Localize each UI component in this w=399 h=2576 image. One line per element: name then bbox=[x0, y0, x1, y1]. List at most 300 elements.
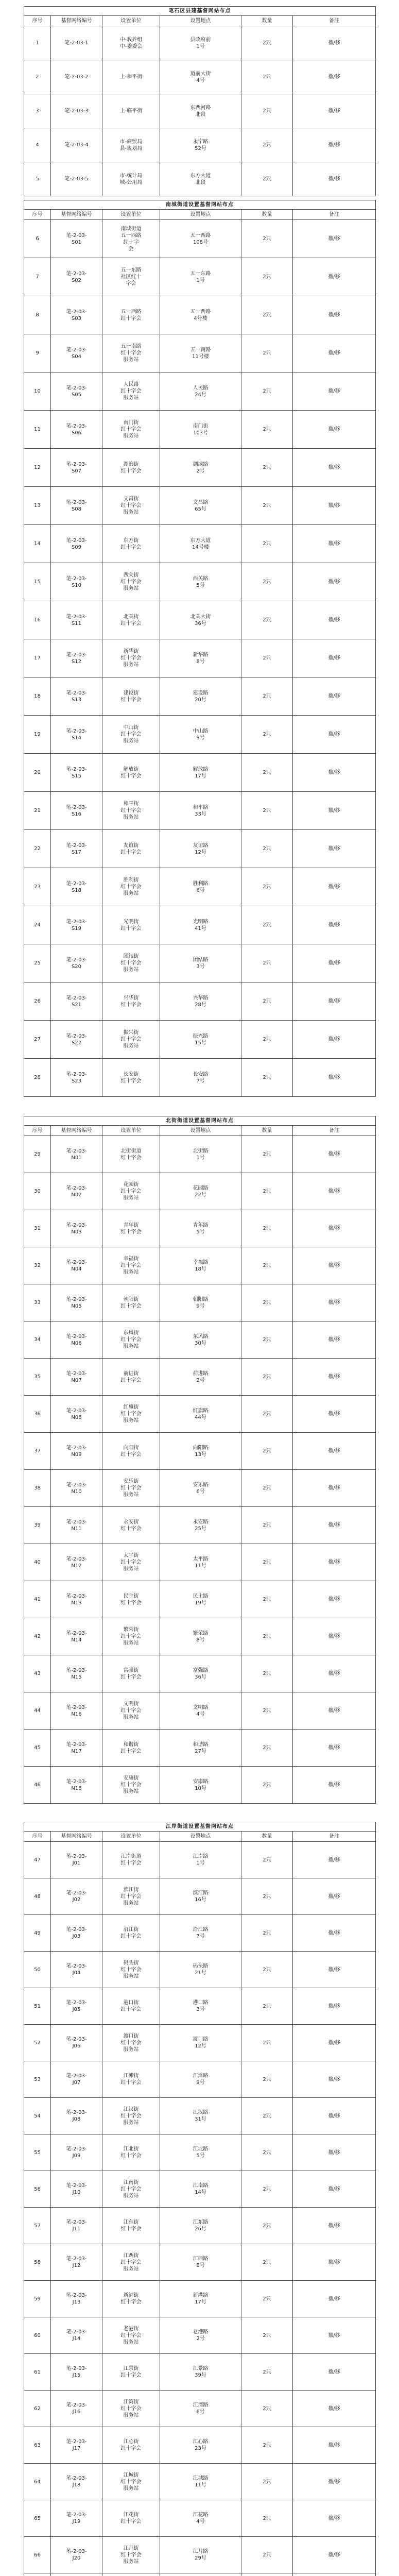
table-row bbox=[24, 1247, 376, 1284]
cell-remark: 撤/移 bbox=[293, 2317, 376, 2354]
cell-qty: 2只 bbox=[241, 411, 293, 449]
cell-location: 道前大街 4号 bbox=[160, 60, 241, 94]
cell-location: 五一东路 1号 bbox=[160, 258, 241, 296]
cell-unit: 北关街 红十字会 bbox=[102, 601, 160, 639]
cell-remark: 撤/移 bbox=[293, 487, 376, 525]
cell-location: 港口路 3号 bbox=[160, 1988, 241, 2025]
cell-qty: 2只 bbox=[241, 2354, 293, 2391]
cell-location: 中山路 9号 bbox=[160, 716, 241, 754]
cell-code: 笔-2-03- J20 bbox=[51, 2537, 102, 2573]
cell-remark: 撤/移 bbox=[293, 1284, 376, 1321]
cell-remark: 撤/移 bbox=[293, 677, 376, 716]
cell-unit: 五一西路 红十字会 bbox=[102, 296, 160, 334]
table-row bbox=[24, 162, 376, 196]
cell-num: 58 bbox=[24, 2244, 51, 2281]
column-header-num: 序号 bbox=[24, 16, 51, 26]
cell-remark: 撤/移 bbox=[293, 2537, 376, 2573]
cell-qty: 2只 bbox=[241, 2134, 293, 2171]
cell-num: 43 bbox=[24, 1655, 51, 1692]
cell-location: 江月路 29号 bbox=[160, 2537, 241, 2573]
cell-qty: 2只 bbox=[241, 334, 293, 372]
cell-location: 江湾路 6号 bbox=[160, 2391, 241, 2427]
cell-remark: 撤/移 bbox=[293, 1396, 376, 1433]
cell-remark: 撤/移 bbox=[293, 982, 376, 1021]
cell-code: 笔-2-03- N01 bbox=[51, 1136, 102, 1173]
cell-num: 20 bbox=[24, 754, 51, 792]
cell-qty: 2只 bbox=[241, 1359, 293, 1396]
table-row bbox=[24, 2171, 376, 2208]
cell-location: 江景路 39号 bbox=[160, 2354, 241, 2391]
cell-num: 44 bbox=[24, 1692, 51, 1730]
table-row bbox=[24, 411, 376, 449]
cell-code: 笔-2-03- N17 bbox=[51, 1730, 102, 1767]
cell-location: 江花路 4号 bbox=[160, 2500, 241, 2537]
cell-unit: 五一南路 红十字会 服务站 bbox=[102, 334, 160, 372]
cell-remark: 撤/移 bbox=[293, 944, 376, 982]
cell-qty: 2只 bbox=[241, 2427, 293, 2464]
cell-unit: 上-临平街 bbox=[102, 94, 160, 128]
cell-qty: 2只 bbox=[241, 2391, 293, 2427]
cell-remark: 撤/移 bbox=[293, 1021, 376, 1059]
cell-location: 五一西路 108号 bbox=[160, 220, 241, 258]
cell-location: 文昌路 65号 bbox=[160, 487, 241, 525]
cell-num: 33 bbox=[24, 1284, 51, 1321]
cell-num: 62 bbox=[24, 2391, 51, 2427]
cell-remark: 撤/移 bbox=[293, 1507, 376, 1544]
cell-unit: 中山街 红十字会 服务站 bbox=[102, 716, 160, 754]
cell-location: 东风路 30号 bbox=[160, 1321, 241, 1359]
cell-unit: 港口街 红十字会 bbox=[102, 1988, 160, 2025]
table-row bbox=[24, 1952, 376, 1988]
column-header-location: 设置地点 bbox=[160, 1832, 241, 1842]
cell-location: 永安路 25号 bbox=[160, 1507, 241, 1544]
cell-code: 笔-2-03-1 bbox=[51, 26, 102, 60]
table-row bbox=[24, 2464, 376, 2500]
cell-code: 笔-2-03- N05 bbox=[51, 1284, 102, 1321]
cell-remark: 撤/移 bbox=[293, 1059, 376, 1097]
cell-code: 笔-2-03- J06 bbox=[51, 2025, 102, 2061]
cell-remark: 撤/移 bbox=[293, 1618, 376, 1655]
cell-code: 笔-2-03- J14 bbox=[51, 2317, 102, 2354]
column-header-unit: 设置单位 bbox=[102, 1832, 160, 1842]
cell-code: 笔-2-03- N18 bbox=[51, 1767, 102, 1804]
cell-qty: 2只 bbox=[241, 982, 293, 1021]
cell-code: 笔-2-03- N09 bbox=[51, 1433, 102, 1470]
cell-remark: 撤/移 bbox=[293, 1767, 376, 1804]
cell-code: 笔-2-03- S07 bbox=[51, 449, 102, 487]
cell-code: 笔-2-03-2 bbox=[51, 60, 102, 94]
cell-location: 朝阳路 9号 bbox=[160, 1284, 241, 1321]
table-row bbox=[24, 296, 376, 334]
cell-num: 24 bbox=[24, 906, 51, 944]
cell-remark: 撤/移 bbox=[293, 296, 376, 334]
cell-qty: 2只 bbox=[241, 1952, 293, 1988]
cell-location: 湖滨路 2号 bbox=[160, 449, 241, 487]
cell-unit: 江岸街道 红十字会 bbox=[102, 1842, 160, 1878]
table-row bbox=[24, 1470, 376, 1507]
column-header-unit: 设置单位 bbox=[102, 1126, 160, 1136]
cell-remark: 撤/移 bbox=[293, 1321, 376, 1359]
table-row bbox=[24, 1173, 376, 1210]
cell-qty bbox=[241, 2573, 293, 2576]
cell-remark: 撤/移 bbox=[293, 906, 376, 944]
table-row bbox=[24, 1692, 376, 1730]
cell-num: 56 bbox=[24, 2171, 51, 2208]
cell-location: 太平路 11号 bbox=[160, 1544, 241, 1581]
cell-num: 66 bbox=[24, 2537, 51, 2573]
cell-location: 友谊路 12号 bbox=[160, 830, 241, 868]
table-row bbox=[24, 449, 376, 487]
cell-remark bbox=[293, 2573, 376, 2576]
cell-unit: 新华街 红十字会 服务站 bbox=[102, 639, 160, 677]
cell-remark: 撤/移 bbox=[293, 525, 376, 563]
table-row bbox=[24, 1210, 376, 1247]
cell-location: 东方大道 14号楼 bbox=[160, 525, 241, 563]
cell-location: 前进路 2号 bbox=[160, 1359, 241, 1396]
cell-location: 安乐路 6号 bbox=[160, 1470, 241, 1507]
cell-unit: 北街街道 红十字会 bbox=[102, 1136, 160, 1173]
cell-unit: 长安街 红十字会 bbox=[102, 1059, 160, 1097]
cell-num: 14 bbox=[24, 525, 51, 563]
cell-num: 40 bbox=[24, 1544, 51, 1581]
cell-qty: 2只 bbox=[241, 1284, 293, 1321]
cell-num: 10 bbox=[24, 372, 51, 411]
cell-remark: 撤/移 bbox=[293, 2281, 376, 2317]
cell-unit: 安乐街 红十字会 服务站 bbox=[102, 1470, 160, 1507]
cell-qty: 2只 bbox=[241, 1396, 293, 1433]
cell-qty: 2只 bbox=[241, 2464, 293, 2500]
cell-qty: 2只 bbox=[241, 1842, 293, 1878]
cell-location: 新港路 17号 bbox=[160, 2281, 241, 2317]
cell-qty: 2只 bbox=[241, 162, 293, 196]
cell-unit: 南城街道 五一西路 红十字 会 bbox=[102, 220, 160, 258]
cell-num: 17 bbox=[24, 639, 51, 677]
cell-num: 11 bbox=[24, 411, 51, 449]
cell-num: 3 bbox=[24, 94, 51, 128]
table-row bbox=[24, 563, 376, 601]
cell-unit: 红旗街 红十字会 服务站 bbox=[102, 1396, 160, 1433]
table-row bbox=[24, 1507, 376, 1544]
cell-code: 笔-2-03-3 bbox=[51, 94, 102, 128]
cell-num: 31 bbox=[24, 1210, 51, 1247]
cell-code: 笔-2-03- S23 bbox=[51, 1059, 102, 1097]
cell-unit: 江滩街 红十字会 bbox=[102, 2061, 160, 2098]
cell-code: 笔-2-03- S04 bbox=[51, 334, 102, 372]
cell-qty: 2只 bbox=[241, 94, 293, 128]
cell-qty: 2只 bbox=[241, 258, 293, 296]
cell-qty: 2只 bbox=[241, 1247, 293, 1284]
cell-remark: 撤/移 bbox=[293, 2427, 376, 2464]
cell-unit: 渡口街 红十字会 服务站 bbox=[102, 2025, 160, 2061]
cell-unit: 建设街 红十字会 bbox=[102, 677, 160, 716]
cell-num: 46 bbox=[24, 1767, 51, 1804]
cell-qty: 2只 bbox=[241, 792, 293, 830]
cell-location: 兴华路 28号 bbox=[160, 982, 241, 1021]
table-row bbox=[24, 1321, 376, 1359]
table-row bbox=[24, 2061, 376, 2098]
cell-location: 江北路 5号 bbox=[160, 2134, 241, 2171]
cell-remark: 撤/移 bbox=[293, 792, 376, 830]
cell-location: 五一南路 11号楼 bbox=[160, 334, 241, 372]
cell-unit: 东方街 红十字会 bbox=[102, 525, 160, 563]
cell-unit: 友谊街 红十字会 bbox=[102, 830, 160, 868]
cell-location: 渡口路 12号 bbox=[160, 2025, 241, 2061]
cell-code: 笔-2-03- S19 bbox=[51, 906, 102, 944]
table-row bbox=[24, 128, 376, 162]
cell-num: 59 bbox=[24, 2281, 51, 2317]
cell-location: 江汉路 31号 bbox=[160, 2098, 241, 2134]
cell-num: 53 bbox=[24, 2061, 51, 2098]
cell-location: 北街路 1号 bbox=[160, 1136, 241, 1173]
section-title: 笔石区县建基督网站布点 bbox=[24, 7, 376, 16]
table-row bbox=[24, 906, 376, 944]
cell-code: 笔-2-03- S12 bbox=[51, 639, 102, 677]
cell-code: 笔-2-03- N10 bbox=[51, 1470, 102, 1507]
cell-location: 繁荣路 8号 bbox=[160, 1618, 241, 1655]
cell-remark: 撤/移 bbox=[293, 1470, 376, 1507]
table-row bbox=[24, 792, 376, 830]
cell-remark: 撤/移 bbox=[293, 2171, 376, 2208]
table-row bbox=[24, 94, 376, 128]
cell-code: 笔-2-03- J19 bbox=[51, 2500, 102, 2537]
cell-qty: 2只 bbox=[241, 677, 293, 716]
cell-qty: 2只 bbox=[241, 1655, 293, 1692]
cell-num: 32 bbox=[24, 1247, 51, 1284]
cell-code: 笔-2-03- J07 bbox=[51, 2061, 102, 2098]
table-row bbox=[24, 60, 376, 94]
cell-code: 笔-2-03- J13 bbox=[51, 2281, 102, 2317]
cell-unit: 幸福街 红十字会 服务站 bbox=[102, 1247, 160, 1284]
cell-unit: 新港街 红十字会 bbox=[102, 2281, 160, 2317]
cell-num: 50 bbox=[24, 1952, 51, 1988]
cell-remark: 撤/移 bbox=[293, 1433, 376, 1470]
cell-code: 笔-2-03- N08 bbox=[51, 1396, 102, 1433]
cell-num: 38 bbox=[24, 1470, 51, 1507]
cell-qty: 2只 bbox=[241, 372, 293, 411]
cell-num: 18 bbox=[24, 677, 51, 716]
cell-unit: 团结街 红十字会 服务站 bbox=[102, 944, 160, 982]
cell-code: 笔-2-03- J08 bbox=[51, 2098, 102, 2134]
cell-code: 笔-2-03- S09 bbox=[51, 525, 102, 563]
cell-code: 笔-2-03- S21 bbox=[51, 982, 102, 1021]
cell-location: 安康路 10号 bbox=[160, 1767, 241, 1804]
cell-unit: 朝阳街 红十字会 bbox=[102, 1284, 160, 1321]
table-row bbox=[24, 2354, 376, 2391]
cell-location: 解放路 17号 bbox=[160, 754, 241, 792]
table-row bbox=[24, 1359, 376, 1396]
cell-unit: 江东街 红十字会 bbox=[102, 2208, 160, 2244]
cell-remark: 撤/移 bbox=[293, 334, 376, 372]
cell-code: 笔-2-03- J05 bbox=[51, 1988, 102, 2025]
cell-remark: 撤/移 bbox=[293, 372, 376, 411]
column-header-location: 设置地点 bbox=[160, 210, 241, 220]
cell-remark: 撤/移 bbox=[293, 1544, 376, 1581]
cell-qty: 2只 bbox=[241, 1210, 293, 1247]
column-header-unit: 设置单位 bbox=[102, 16, 160, 26]
cell-location: 江心路 23号 bbox=[160, 2427, 241, 2464]
cell-remark: 撤/移 bbox=[293, 26, 376, 60]
cell-qty: 2只 bbox=[241, 220, 293, 258]
cell-location: 人民路 24号 bbox=[160, 372, 241, 411]
table-row bbox=[24, 1433, 376, 1470]
cell-remark: 撤/移 bbox=[293, 2500, 376, 2537]
table-row bbox=[24, 2244, 376, 2281]
cell-num: 37 bbox=[24, 1433, 51, 1470]
cell-code bbox=[51, 2573, 102, 2576]
column-header-num: 序号 bbox=[24, 1832, 51, 1842]
table-row bbox=[24, 1059, 376, 1097]
cell-location: 永宁路 52号 bbox=[160, 128, 241, 162]
cell-qty: 2只 bbox=[241, 449, 293, 487]
column-header-quantity: 数量 bbox=[241, 16, 293, 26]
cell-num: 51 bbox=[24, 1988, 51, 2025]
cell-unit: 江景街 红十字会 bbox=[102, 2354, 160, 2391]
cell-qty: 2只 bbox=[241, 906, 293, 944]
cell-location: 东方大道 北段 bbox=[160, 162, 241, 196]
cell-qty: 2只 bbox=[241, 2317, 293, 2354]
cell-qty: 2只 bbox=[241, 487, 293, 525]
column-header-remark: 备注 bbox=[293, 1832, 376, 1842]
cell-qty: 2只 bbox=[241, 639, 293, 677]
cell-unit: 民主街 红十字会 bbox=[102, 1581, 160, 1618]
cell-code: 笔-2-03- N14 bbox=[51, 1618, 102, 1655]
section-table bbox=[24, 200, 376, 1097]
cell-location: 沿江路 7号 bbox=[160, 1915, 241, 1952]
cell-num: 7 bbox=[24, 258, 51, 296]
cell-num: 55 bbox=[24, 2134, 51, 2171]
cell-location: 江城路 11号 bbox=[160, 2464, 241, 2500]
table-row bbox=[24, 1915, 376, 1952]
cell-unit: 繁荣街 红十字会 服务站 bbox=[102, 1618, 160, 1655]
cell-qty: 2只 bbox=[241, 2500, 293, 2537]
table-row bbox=[24, 2098, 376, 2134]
cell-location: 新华路 8号 bbox=[160, 639, 241, 677]
cell-unit: 五一东路 社区红十 字会 bbox=[102, 258, 160, 296]
cell-code: 笔-2-03- S11 bbox=[51, 601, 102, 639]
cell-code: 笔-2-03- J09 bbox=[51, 2134, 102, 2171]
cell-remark: 撤/移 bbox=[293, 1988, 376, 2025]
cell-code: 笔-2-03- S22 bbox=[51, 1021, 102, 1059]
cell-unit: 江月街 红十字会 服务站 bbox=[102, 2537, 160, 2573]
cell-unit: 市-商贸局 县-规划局 bbox=[102, 128, 160, 162]
table-row bbox=[24, 1581, 376, 1618]
table-row bbox=[24, 868, 376, 906]
cell-remark: 撤/移 bbox=[293, 1730, 376, 1767]
cell-num: 54 bbox=[24, 2098, 51, 2134]
column-header-quantity: 数量 bbox=[241, 1126, 293, 1136]
table-row bbox=[24, 1284, 376, 1321]
cell-unit: 文昌街 红十字会 服务站 bbox=[102, 487, 160, 525]
cell-code: 笔-2-03- J12 bbox=[51, 2244, 102, 2281]
cell-code: 笔-2-03- N13 bbox=[51, 1581, 102, 1618]
cell-unit: 光明街 红十字会 bbox=[102, 906, 160, 944]
table-row bbox=[24, 258, 376, 296]
table-row bbox=[24, 1544, 376, 1581]
column-header-remark: 备注 bbox=[293, 1126, 376, 1136]
cell-code: 笔-2-03- J18 bbox=[51, 2464, 102, 2500]
cell-code: 笔-2-03- J01 bbox=[51, 1842, 102, 1878]
cell-unit: 文明街 红十字会 服务站 bbox=[102, 1692, 160, 1730]
cell-num: 16 bbox=[24, 601, 51, 639]
cell-remark: 撤/移 bbox=[293, 754, 376, 792]
cell-qty: 2只 bbox=[241, 1321, 293, 1359]
cell-unit: 人民路 红十字会 服务站 bbox=[102, 372, 160, 411]
cell-code: 笔-2-03- N03 bbox=[51, 1210, 102, 1247]
cell-qty: 2只 bbox=[241, 296, 293, 334]
cell-unit: 江心街 红十字会 bbox=[102, 2427, 160, 2464]
table-row bbox=[24, 220, 376, 258]
cell-location: 文明路 4号 bbox=[160, 1692, 241, 1730]
cell-qty: 2只 bbox=[241, 716, 293, 754]
cell-code: 笔-2-03- J16 bbox=[51, 2391, 102, 2427]
cell-remark: 撤/移 bbox=[293, 601, 376, 639]
cell-remark: 撤/移 bbox=[293, 716, 376, 754]
cell-location: 花园路 22号 bbox=[160, 1173, 241, 1210]
table-row bbox=[24, 26, 376, 60]
section-table bbox=[24, 1822, 376, 2576]
cell-code: 笔-2-03- N11 bbox=[51, 1507, 102, 1544]
cell-remark: 撤/移 bbox=[293, 639, 376, 677]
cell-remark: 撤/移 bbox=[293, 220, 376, 258]
table-row bbox=[24, 1021, 376, 1059]
cell-unit: 太平街 红十字会 服务站 bbox=[102, 1544, 160, 1581]
cell-qty: 2只 bbox=[241, 525, 293, 563]
cell-remark: 撤/移 bbox=[293, 2098, 376, 2134]
cell-remark: 撤/移 bbox=[293, 830, 376, 868]
cell-num: 64 bbox=[24, 2464, 51, 2500]
cell-code: 笔-2-03- N04 bbox=[51, 1247, 102, 1284]
section-title: 北街街道设置基督网站布点 bbox=[24, 1116, 376, 1126]
cell-unit: 解放街 红十字会 bbox=[102, 754, 160, 792]
table-row bbox=[24, 2427, 376, 2464]
table-row bbox=[24, 2317, 376, 2354]
cell-num: 21 bbox=[24, 792, 51, 830]
cell-remark: 撤/移 bbox=[293, 868, 376, 906]
cell-unit: 湖滨街 红十字会 bbox=[102, 449, 160, 487]
cell-location: 青年路 5号 bbox=[160, 1210, 241, 1247]
cell-code: 笔-2-03- S14 bbox=[51, 716, 102, 754]
cell-num: 6 bbox=[24, 220, 51, 258]
cell-num: 12 bbox=[24, 449, 51, 487]
cell-location: 西关路 5号 bbox=[160, 563, 241, 601]
header-row bbox=[24, 210, 376, 220]
cell-unit: 振兴街 红十字会 服务站 bbox=[102, 1021, 160, 1059]
cell-qty: 2只 bbox=[241, 2208, 293, 2244]
table-row bbox=[24, 1842, 376, 1878]
cell-qty: 2只 bbox=[241, 1470, 293, 1507]
cell-num: 48 bbox=[24, 1878, 51, 1915]
cell-location: 团结路 3号 bbox=[160, 944, 241, 982]
cell-unit: 富强街 红十字会 bbox=[102, 1655, 160, 1692]
cell-qty: 2只 bbox=[241, 2171, 293, 2208]
cell-unit: 安康街 红十字会 服务站 bbox=[102, 1767, 160, 1804]
cell-qty: 2只 bbox=[241, 1136, 293, 1173]
cell-unit: 向阳街 红十字会 bbox=[102, 1433, 160, 1470]
cell-unit: 江湾街 红十字会 服务站 bbox=[102, 2391, 160, 2427]
header-row bbox=[24, 16, 376, 26]
header-row bbox=[24, 1126, 376, 1136]
cell-remark: 撤/移 bbox=[293, 1136, 376, 1173]
cell-location: 向阳路 13号 bbox=[160, 1433, 241, 1470]
column-header-code: 基督网络编号 bbox=[51, 16, 102, 26]
cell-num: 23 bbox=[24, 868, 51, 906]
table-row bbox=[24, 944, 376, 982]
cell-unit bbox=[102, 2573, 160, 2576]
cell-code: 笔-2-03- S13 bbox=[51, 677, 102, 716]
cell-unit: 东风街 红十字会 服务站 bbox=[102, 1321, 160, 1359]
cell-remark: 撤/移 bbox=[293, 128, 376, 162]
column-header-remark: 备注 bbox=[293, 16, 376, 26]
